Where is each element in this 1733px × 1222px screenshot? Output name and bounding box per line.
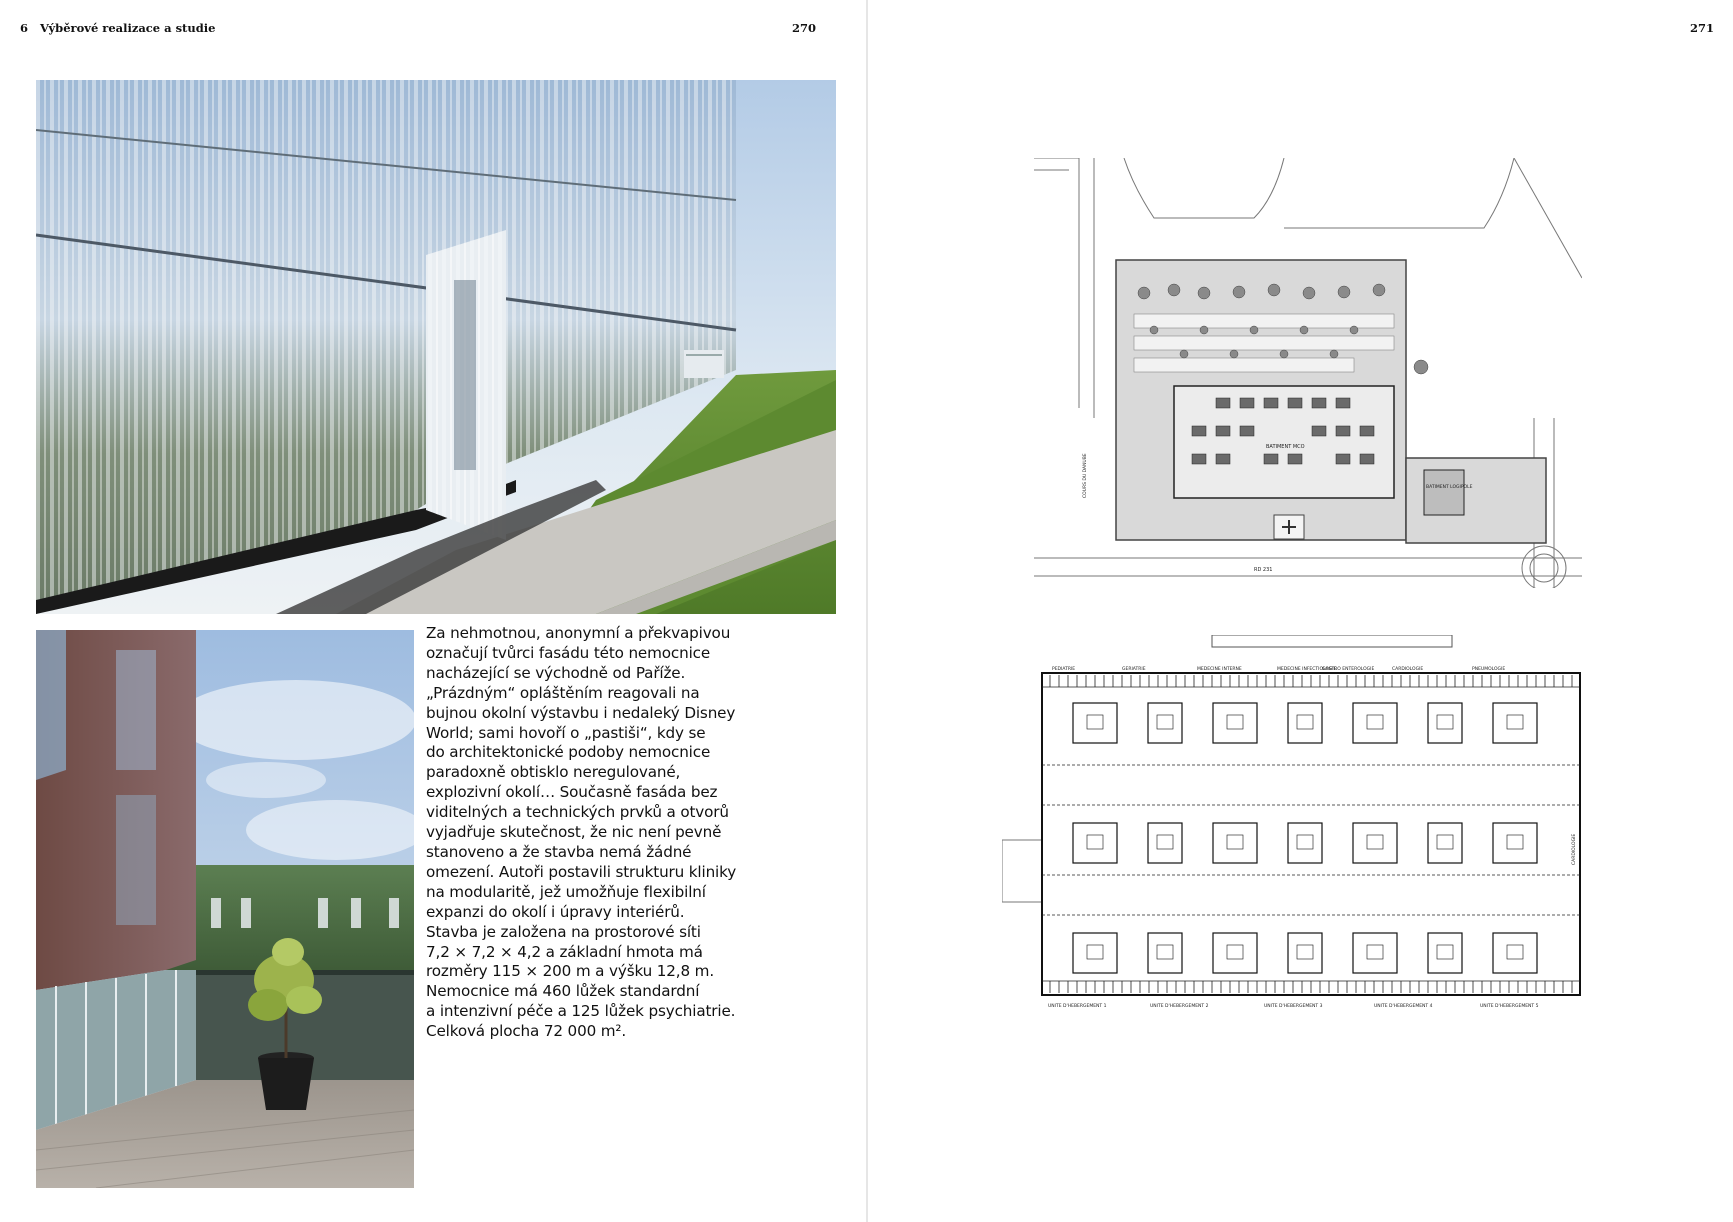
text-line: Stavba je založena na prostorové síti	[426, 922, 701, 941]
floor-plan-side-label: CARDIOLOGIE	[1572, 833, 1577, 865]
page-number-left: 270	[792, 21, 817, 35]
page-number-right: 271	[1690, 21, 1715, 35]
text-line: explozivní okolí… Současně fasáda bez	[426, 783, 718, 802]
right-page	[868, 0, 1733, 1222]
text-line: stanoveno a že stavba nemá žádné	[426, 842, 692, 861]
text-line: omezení. Autoři postavili strukturu kliniky	[426, 862, 737, 881]
text-line: World; sami hovoří o „pastiši“, kdy se	[426, 723, 706, 742]
text-line: vyjadřuje skutečnost, že nic není pevně	[426, 823, 722, 842]
floor-plan-top-label: MEDECINE INTERNE	[1197, 667, 1242, 672]
text-line: paradoxně obtisklo neregulované,	[426, 763, 681, 782]
chapter-header	[20, 21, 215, 35]
floor-plan-top-label: CARDIOLOGIE	[1392, 667, 1424, 672]
building-label-main: BATIMENT MCO	[1266, 444, 1305, 450]
floor-plan-top-label: PEDIATRIE	[1052, 667, 1076, 672]
building-label-logistics: BATIMENT LOGIPOLE	[1426, 485, 1473, 490]
floor-plan	[1002, 635, 1582, 1023]
chapter-title: Výběrové realizace a studie	[40, 21, 216, 35]
floor-plan-top-label: PNEUMOLOGIE	[1472, 667, 1506, 672]
facade-photo	[36, 80, 836, 614]
left-page	[0, 0, 866, 1222]
floor-plan-bottom-label: UNITE D'HEBERGEMENT 3	[1264, 1004, 1323, 1009]
floor-plan-bottom-label: UNITE D'HEBERGEMENT 4	[1374, 1004, 1433, 1009]
floor-plan-bottom-label: UNITE D'HEBERGEMENT 5	[1480, 1004, 1539, 1009]
text-line: Celková plocha 72 000 m².	[426, 1022, 627, 1041]
road-label: RD 231	[1254, 567, 1273, 573]
text-line: Za nehmotnou, anonymní a překvapivou	[426, 624, 731, 642]
courtyard-photo	[36, 630, 414, 1188]
floor-plan-bottom-label: UNITE D'HEBERGEMENT 2	[1150, 1004, 1209, 1009]
text-line: do architektonické podoby nemocnice	[426, 743, 711, 762]
text-line: „Prázdným“ opláštěním reagovali na	[426, 683, 700, 702]
text-line: označují tvůrci fasádu této nemocnice	[426, 643, 711, 662]
text-line: nacházející se východně od Paříže.	[426, 663, 686, 682]
text-line: expanzi do okolí i úpravy interiérů.	[426, 902, 685, 921]
text-line: Nemocnice má 460 lůžek standardní	[426, 982, 700, 1001]
text-line: 7,2 × 7,2 × 4,2 a základní hmota má	[426, 942, 703, 961]
article-text	[426, 624, 786, 1042]
street-label-left: COURS DU DANUBE	[1083, 453, 1088, 498]
floor-plan-bottom-label: UNITE D'HEBERGEMENT 1	[1048, 1004, 1107, 1009]
text-line: a intenzivní péče a 125 lůžek psychiatrie.	[426, 1002, 736, 1021]
floor-plan-top-label: GASTRO ENTEROLOGIE	[1322, 667, 1375, 672]
text-line: viditelných a technických prvků a otvorů	[426, 803, 729, 822]
chapter-number: 6	[20, 21, 29, 35]
text-line: na modularitě, jež umožňuje flexibilní	[426, 882, 706, 901]
floor-plan-top-label: MEDECINE INFECTIOLOGIE	[1277, 667, 1337, 672]
floor-plan-top-label: GERIATRIE	[1122, 667, 1146, 672]
text-line: rozměry 115 × 200 m a výšku 12,8 m.	[426, 962, 714, 981]
text-line: bujnou okolní výstavbu i nedaleký Disney	[426, 703, 736, 722]
site-plan	[1034, 158, 1582, 588]
